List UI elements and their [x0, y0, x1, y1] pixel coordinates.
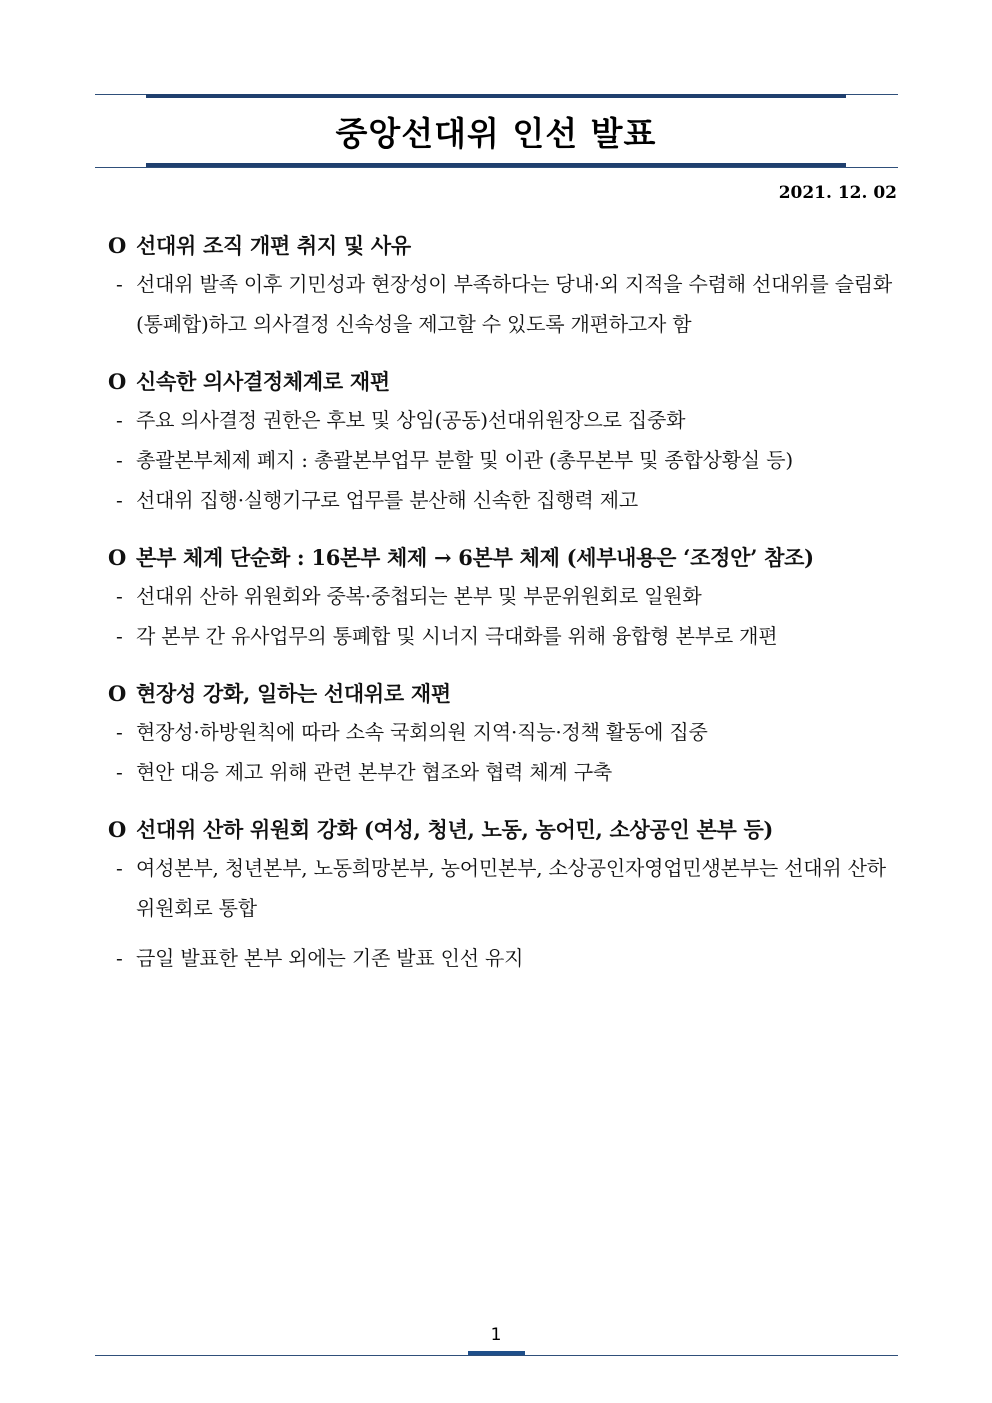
bullet-item: [108, 712, 900, 752]
circle-marker: O: [108, 545, 126, 570]
footer-line: [95, 1355, 898, 1356]
section-heading: [108, 676, 900, 712]
section-committee-strengthening: [108, 812, 900, 978]
bullet-item: [108, 400, 900, 440]
section-heading-text: 본부 체계 단순화 : 16본부 체제 → 6본부 체제 (세부내용은 ‘조정안’ 참조): [136, 545, 814, 570]
section-reorganization-purpose: [108, 228, 900, 344]
bullet-item: [108, 264, 900, 344]
dash-marker: -: [116, 720, 123, 744]
section-heading-text: 선대위 산하 위원회 강화 (여성, 청년, 노동, 농어민, 소상공인 본부 등): [136, 817, 774, 842]
section-heading-text: 현장성 강화, 일하는 선대위로 재편: [136, 681, 451, 706]
dash-marker: -: [116, 272, 123, 296]
bullet-item: [108, 848, 900, 928]
bullet-text: 선대위 집행·실행기구로 업무를 분산해 신속한 집행력 제고: [136, 488, 638, 512]
dash-marker: -: [116, 488, 123, 512]
bullet-text: 현장성·하방원칙에 따라 소속 국회의원 지역·직능·정책 활동에 집중: [136, 720, 708, 744]
section-headquarters-simplification: [108, 540, 900, 656]
circle-marker: O: [108, 817, 126, 842]
section-decision-system: [108, 364, 900, 520]
dash-marker: -: [116, 584, 123, 608]
dash-marker: -: [116, 946, 123, 970]
dash-marker: -: [116, 624, 123, 648]
dash-marker: -: [116, 856, 123, 880]
section-heading-text: 신속한 의사결정체계로 재편: [136, 369, 390, 394]
bullet-text: 주요 의사결정 권한은 후보 및 상임(공동)선대위원장으로 집중화: [136, 408, 686, 432]
dash-marker: -: [116, 408, 123, 432]
page-number: 1: [490, 1325, 502, 1345]
section-field-strengthening: [108, 676, 900, 792]
header-top-bar: [146, 94, 846, 98]
footer-tab: [468, 1351, 525, 1355]
bullet-item: [108, 752, 900, 792]
bullet-text: 선대위 발족 이후 기민성과 현장성이 부족하다는 당내·외 지적을 수렴해 선대위를 슬림화(통폐합)하고 의사결정 신속성을 제고할 수 있도록 개편하고자 함: [136, 272, 893, 336]
bullet-text: 각 본부 간 유사업무의 통폐합 및 시너지 극대화를 위해 융합형 본부로 개편: [136, 624, 778, 648]
page-title: 중앙선대위 인선 발표: [335, 114, 657, 153]
dash-marker: -: [116, 448, 123, 472]
bullet-item: [108, 440, 900, 480]
document-date: 2021. 12. 02: [778, 183, 897, 203]
bullet-text: 선대위 산하 위원회와 중복·중첩되는 본부 및 부문위원회로 일원화: [136, 584, 702, 608]
bullet-item: [108, 576, 900, 616]
section-heading: [108, 364, 900, 400]
bullet-text: 현안 대응 제고 위해 관련 본부간 협조와 협력 체계 구축: [136, 760, 613, 784]
dash-marker: -: [116, 760, 123, 784]
circle-marker: O: [108, 681, 126, 706]
bullet-text: 총괄본부체제 폐지 : 총괄본부업무 분할 및 이관 (총무본부 및 종합상황실 등): [136, 448, 793, 472]
section-heading: [108, 228, 900, 264]
document-body: [108, 228, 900, 998]
bullet-text: 여성본부, 청년본부, 노동희망본부, 농어민본부, 소상공인자영업민생본부는 선대위 산하 위원회로 통합: [136, 856, 886, 920]
bullet-item: [108, 480, 900, 520]
circle-marker: O: [108, 369, 126, 394]
bullet-item: [108, 938, 900, 978]
header-bottom-line: [95, 167, 898, 168]
section-heading: [108, 812, 900, 848]
bullet-text: 금일 발표한 본부 외에는 기존 발표 인선 유지: [136, 946, 524, 970]
section-heading: [108, 540, 900, 576]
section-heading-text: 선대위 조직 개편 취지 및 사유: [136, 233, 411, 258]
bullet-item: [108, 616, 900, 656]
circle-marker: O: [108, 233, 126, 258]
